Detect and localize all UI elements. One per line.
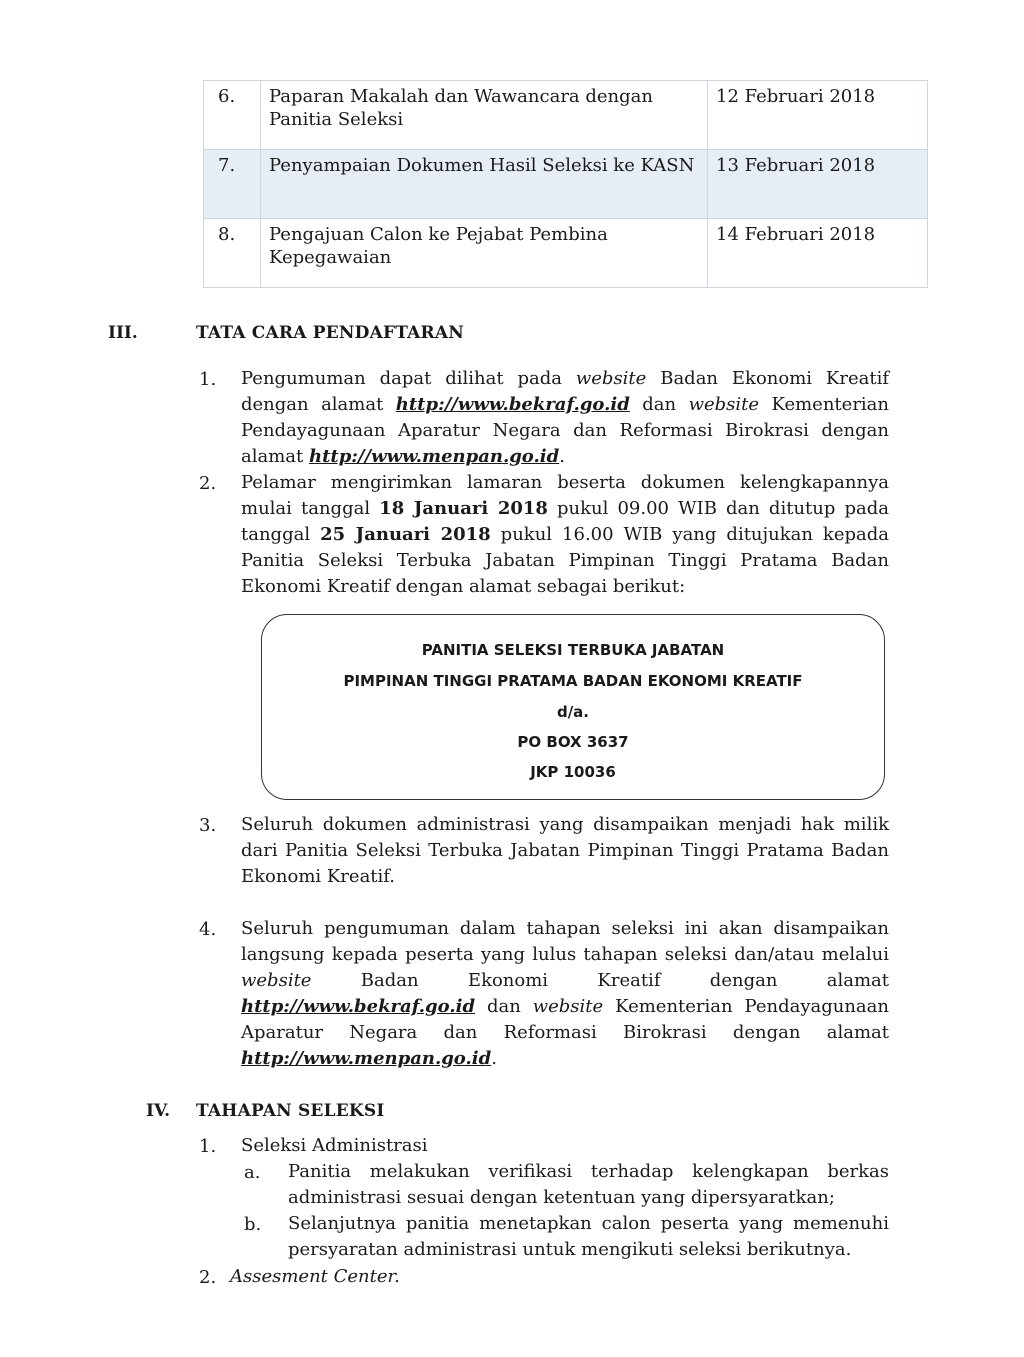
list-item-text: Seleksi Administrasi	[241, 1135, 428, 1156]
row-date: 14 Februari 2018	[708, 219, 928, 288]
list-item-text: Assesment Center.	[230, 1266, 400, 1287]
list-item-text: Seluruh dokumen administrasi yang disampaikan menjadi hak milik dari Panitia Seleksi Terbuka Jabatan Pimpinan Tinggi Pratama Badan Ekonomi Kreatif.	[241, 814, 889, 887]
row-activity: Paparan Makalah dan Wawancara dengan Panitia Seleksi	[261, 81, 708, 150]
sublist-item-text: Selanjutnya panitia menetapkan calon peserta yang memenuhi persyaratan administrasi untuk mengikuti seleksi berikutnya.	[288, 1213, 889, 1260]
row-number: 6.	[204, 81, 261, 150]
list-item-text: Pelamar mengirimkan lamaran beserta dokumen kelengkapannya mulai tanggal 18 Januari 2018 pukul 09.00 WIB dan ditutup pada tanggal 25 Januari 2018 pukul 16.00 WIB yang ditujukan kepada Panitia Seleksi Terbuka Jabatan Pimpinan Tinggi Pratama Badan Ekonomi Kreatif dengan alamat sebagai berikut:	[241, 472, 889, 597]
row-date: 13 Februari 2018	[708, 150, 928, 219]
address-line: PIMPINAN TINGGI PRATAMA BADAN EKONOMI KREATIF	[343, 672, 803, 690]
row-number: 8.	[204, 219, 261, 288]
section-4-title: TAHAPAN SELEKSI	[196, 1101, 385, 1121]
list-item-text: Pengumuman dapat dilihat pada website Badan Ekonomi Kreatif dengan alamat http://www.bekraf.go.id dan website Kementerian Pendayagunaan Aparatur Negara dan Reformasi Birokrasi dengan alamat http://www.menpan.go.id.	[241, 368, 890, 467]
row-number: 7.	[204, 150, 261, 219]
list-number: 4.	[199, 919, 217, 940]
schedule-table	[203, 80, 928, 288]
address-line: PANITIA SELEKSI TERBUKA JABATAN	[421, 641, 725, 659]
sublist-item-text: Panitia melakukan verifikasi terhadap kelengkapan berkas administrasi sesuai dengan ketentuan yang dipersyaratkan;	[288, 1161, 889, 1208]
list-number: 3.	[199, 815, 217, 836]
table-row	[204, 150, 928, 219]
sublist-letter: b.	[244, 1214, 262, 1235]
list-number: 2.	[199, 473, 217, 494]
list-number: 2.	[199, 1267, 217, 1288]
row-date: 12 Februari 2018	[708, 81, 928, 150]
row-activity: Pengajuan Calon ke Pejabat Pembina Kepegawaian	[261, 219, 708, 288]
sublist-letter: a.	[244, 1162, 261, 1183]
table-row	[204, 81, 928, 150]
list-number: 1.	[199, 1136, 217, 1157]
section-4-number: IV.	[146, 1101, 171, 1121]
address-line: JKP 10036	[530, 763, 616, 781]
bekraf-link[interactable]: http://www.bekraf.go.id	[395, 394, 630, 415]
table-row	[204, 219, 928, 288]
address-line: PO BOX 3637	[517, 733, 629, 751]
menpan-link[interactable]: http://www.menpan.go.id	[308, 446, 560, 467]
address-box	[261, 614, 885, 800]
menpan-link[interactable]: http://www.menpan.go.id	[241, 1048, 492, 1069]
address-line: d/a.	[556, 703, 590, 721]
section-3-number: III.	[108, 323, 138, 343]
section-3-title: TATA CARA PENDAFTARAN	[196, 323, 465, 343]
list-number: 1.	[199, 369, 217, 390]
bekraf-link[interactable]: http://www.bekraf.go.id	[241, 996, 476, 1017]
list-item-text: Seluruh pengumuman dalam tahapan seleksi ini akan disampaikan langsung kepada peserta yang lulus tahapan seleksi dan/atau melalui website Badan Ekonomi Kreatif dengan alamat http://www.bekraf.go.id dan website Kementerian Pendayagunaan Aparatur Negara dan Reformasi Birokrasi dengan alamat http://www.menpan.go.id.	[241, 918, 889, 1069]
row-activity: Penyampaian Dokumen Hasil Seleksi ke KASN	[261, 150, 708, 219]
